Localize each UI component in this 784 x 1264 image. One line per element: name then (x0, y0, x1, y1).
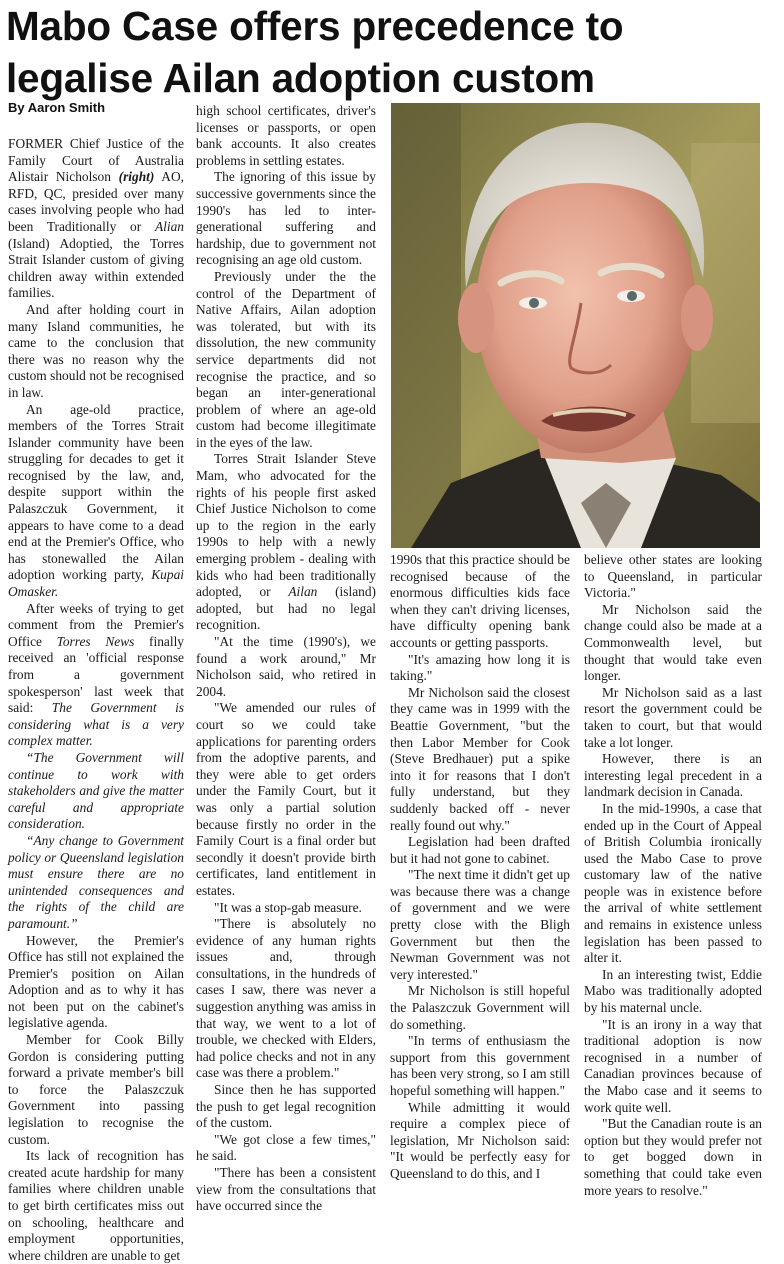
paragraph: believe other states are looking to Queensland, in particular Victoria." (584, 552, 762, 601)
article-column-1 (8, 136, 184, 1263)
paragraph: FORMER Chief Justice of the Family Court of Australia Alistair Nicholson (right) AO, RFD, QC, presided over many cases involving people who had been Traditionally or Alian (Island) Adoptied, the Torres Strait Islander custom of giving children away within extended families. (8, 136, 184, 301)
paragraph: "At the time (1990's), we found a work around," Mr Nicholson said, who retired in 2004. (196, 634, 376, 699)
paragraph: Mr Nicholson is still hopeful the Palaszczuk Government will do something. (390, 983, 570, 1032)
paragraph: "It is an irony in a way that traditional adoption is now recognised in a number of Canadian provinces because of the Mabo case and it seems to work quite well. (584, 1016, 762, 1115)
paragraph: "But the Canadian route is an option but they would prefer not to get bogged down in something that could take even more years to resolve." (584, 1116, 762, 1198)
paragraph: "It's amazing how long it is taking." (390, 651, 570, 684)
paragraph: "The next time it didn't get up was because there was a change of government and we were pretty close with the Bligh Government but then the Newman Government was not very interested." (390, 867, 570, 982)
article-column-3 (390, 552, 570, 1200)
paragraph: And after holding court in many Island communities, he came to the conclusion that there was no reason why the custom should not be recognised in law. (8, 301, 184, 400)
byline: By Aaron Smith (8, 100, 106, 115)
paragraph: "There has been a consistent view from the consultations that have occurred since the (196, 1165, 376, 1214)
paragraph: Its lack of recognition has created acute hardship for many families where children unable to get birth certificates miss out on schooling, healthcare and employment opportunities, where children are unable to get (8, 1148, 184, 1263)
paragraph: Previously under the the control of the Department of Native Affairs, Ailan adoption was tolerated, but with its dissolution, the new community service departments did not recognise the practice, and so began an inter-generational problem of where an age-old custom had become illegitimate in the eyes of the law. (196, 268, 376, 450)
paragraph: The ignoring of this issue by successive governments since the 1990's has led to inter-generational suffering and hardship, due to government not recognising an age old custom. (196, 169, 376, 268)
paragraph: However, there is an interesting legal precedent in a landmark decision in Canada. (584, 751, 762, 800)
paragraph: “Any change to Government policy or Queensland legislation must ensure there are no unintended consequences and the rights of the child are paramount.” (8, 832, 184, 931)
paragraph: Mr Nicholson said the change could also be made at a Commonwealth level, but thought that would take even longer. (584, 601, 762, 684)
headline-line-1: Mabo Case offers precedence to (6, 3, 624, 49)
paragraph: After weeks of trying to get comment from the Premier's Office Torres News finally received an 'official response from a government spokesperson' last week that said: The Government is considering what is a very complex matter. (8, 600, 184, 749)
paragraph: Torres Strait Islander Steve Mam, who advocated for the rights of his people first asked Chief Justice Nicholson to come up to the region in the early 1990s to help with a newly emerging problem - dealing with kids who had been traditionally adopted, or Ailan (island) adopted, but had no legal recognition. (196, 451, 376, 633)
paragraph: "We amended our rules of court so we could take applications for parenting orders from the adoptive parents, and they were able to get orders under the Family Court, but it was only a partial solution because firstly no order in the Family Court is a final order but secondly it doesn't provide birth certificates, land entitlement in estates. (196, 700, 376, 898)
paragraph: "We got close a few times," he said. (196, 1131, 376, 1164)
paragraph: Mr Nicholson said the closest they came was in 1999 with the Beattie Government, "but the then Labor Member for Cook (Steve Bredhauer) put a spike into it for reasons that I don't fully understand, but they suddenly backed off - never really found out why." (390, 684, 570, 833)
paragraph: Since then he has supported the push to get legal recognition of the custom. (196, 1082, 376, 1131)
paragraph: high school certificates, driver's licenses or passports, or open bank accounts. It also creates problems in settling estates. (196, 103, 376, 168)
paragraph: In the mid-1990s, a case that ended up in the Court of Appeal of British Columbia ironically used the Mabo Case to prove customary law of the native people was in existence before the arrival of white settlement and remains in existence unless legislation has been passed to alter it. (584, 800, 762, 966)
paragraph: Member for Cook Billy Gordon is considering putting forward a private member's bill to force the Palaszczuk Government into passing legislation to recognise the custom. (8, 1032, 184, 1147)
paragraph: "It was a stop-gab measure. (214, 899, 362, 915)
paragraph: "In terms of enthusiasm the support from this government has been very strong, so I am still hopeful something will happen." (390, 1033, 570, 1098)
paragraph: In an interesting twist, Eddie Mabo was traditionally adopted by his maternal uncle. (584, 966, 762, 1016)
article-column-2 (196, 103, 376, 1214)
paragraph: However, the Premier's Office has still not explained the Premier's position on Ailan Adoption and as to why it has not been put on the cabinet's legislative agenda. (8, 932, 184, 1031)
portrait-illustration (391, 103, 760, 548)
article-column-4 (584, 552, 762, 1200)
paragraph: 1990s that this practice should be recognised because of the enormous difficulties kids face when they can't driving licenses, have difficulty opening bank accounts or getting passports. (390, 552, 570, 650)
paragraph: While admitting it would require a complex piece of legislation, Mr Nicholson said: "It would be perfectly easy for Queensland to do this, and I (390, 1099, 570, 1181)
paragraph: "There is absolutely no evidence of any human rights issues and, through consultations, in the hundreds of cases I saw, there was never a suggestion anything was amiss in that way, we went to a lot of trouble, we checked with Elders, had police checks and not in any case was there a problem." (196, 916, 376, 1081)
paragraph: Mr Nicholson said as a last resort the government could be taken to court, but that would take a lot longer. (584, 684, 762, 750)
headline-line-2: legalise Ailan adoption custom (6, 55, 595, 101)
paragraph: An age-old practice, members of the Torres Strait Islander community have been struggling for decades to get it recognised by the law, and, despite support within the Palaszczuk Government, it appears to have come to a dead end at the Premier's Office, who has stonewalled the Ailan adoption working party, Kupai Omasker. (8, 401, 184, 600)
portrait-photo (391, 103, 760, 548)
paragraph: “The Government will continue to work with stakeholders and give the matter careful and appropriate consideration. (8, 749, 184, 832)
paragraph: Legislation had been drafted but it had not gone to cabinet. (390, 834, 570, 866)
headline (6, 0, 780, 104)
